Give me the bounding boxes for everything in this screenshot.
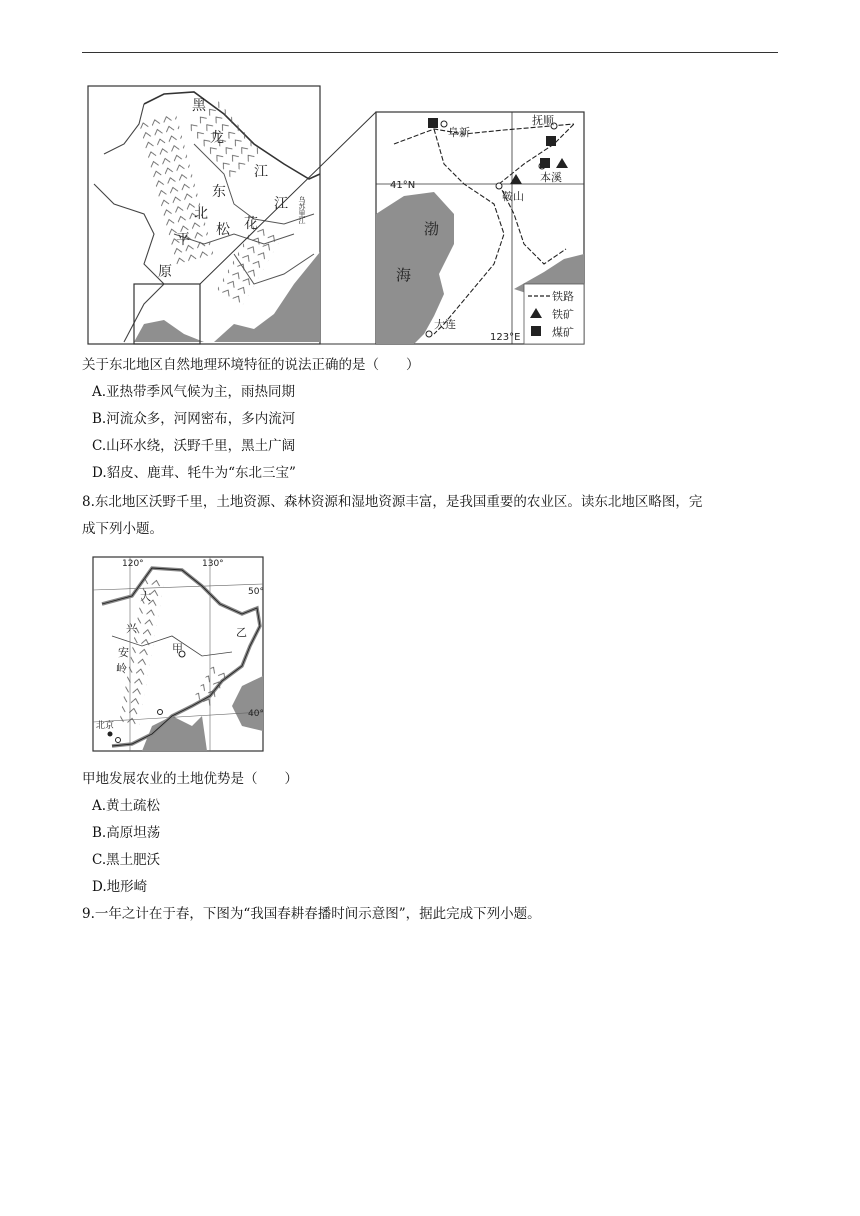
question-8-intro-line2: 成下列小题。 [82,521,163,537]
option-text: 黄土疏松 [106,798,161,814]
q8-option-c[interactable] [92,851,160,869]
city-label: 抚顺 [532,114,554,127]
option-letter: D. [92,879,107,895]
city-label: 本溪 [540,171,562,184]
map-label: 安 [118,646,129,659]
map-label: 东 [212,184,226,200]
longitude-label: 130° [202,559,224,569]
legend-label: 铁路 [552,290,574,303]
option-letter: B. [92,825,107,841]
map-label: 江 [274,196,288,212]
northeast-china-map-figure [84,84,588,348]
option-text: 地形崎 [106,879,148,895]
option-letter: C. [92,852,107,868]
option-letter: A. [92,798,107,814]
map-label: 松 [216,222,230,238]
map-label: 甲 [172,642,183,655]
option-letter: A. [92,384,107,400]
map-label: 黑 [192,98,206,114]
map-label: 花 [244,216,258,232]
option-text: 河流众多，河网密布，多内流河 [106,411,296,427]
option-text: 高原坦荡 [106,825,161,841]
city-label: 北京 [96,721,115,731]
map-label: 兴 [126,622,137,635]
map-label: 原 [158,264,172,280]
map-label: 大 [140,590,151,603]
option-letter: D. [92,465,107,481]
q7-option-d[interactable] [92,464,296,482]
map-label: 岭 [116,662,127,675]
latitude-label: 41°N [390,180,416,191]
option-text: 亚热带季风气候为主，雨热同期 [106,384,296,400]
map-label: 平 [176,232,190,248]
option-text: 山环水绕，沃野千里，黑土广阔 [106,438,296,454]
map-label: 乙 [236,626,247,639]
left-map [88,86,320,344]
q7-option-b[interactable] [92,410,295,428]
question-7-stem: 关于东北地区自然地理环境特征的说法正确的是（ ） [82,357,420,373]
city-label: 阜新 [448,126,470,139]
q8-option-b[interactable] [92,824,160,842]
option-letter: C. [92,438,107,454]
legend-label: 铁矿 [552,308,574,321]
option-text: 黑土肥沃 [106,852,161,868]
question-8-stem: 甲地发展农业的土地优势是（ ） [82,771,298,787]
longitude-label: 123°E [490,332,521,343]
map-label: 龙 [210,130,224,146]
city-label: 大连 [434,318,456,331]
question-8-intro-line1: 8.东北地区沃野千里，土地资源、森林资源和湿地资源丰富，是我国重要的农业区。读东北地区略图，完 [82,494,703,510]
city-label: 鞍山 [502,190,524,203]
northeast-sketch-map-figure [92,556,264,752]
sea-label: 渤 [424,220,440,238]
question-9-intro: 9.一年之计在于春，下图为“我国春耕春播时间示意图”，据此完成下列小题。 [82,906,541,922]
q8-option-d[interactable] [92,878,147,896]
map-label: 江 [254,164,268,180]
latitude-label: 50° [248,587,264,597]
header-rule [82,52,778,53]
map-label: 乌苏里江 [298,196,306,224]
longitude-label: 120° [122,559,144,569]
legend-label: 煤矿 [552,326,574,339]
latitude-label: 40° [248,709,264,719]
q8-option-a[interactable] [92,797,160,815]
q7-option-c[interactable] [92,437,295,455]
option-text: 貂皮、鹿茸、牦牛为“东北三宝” [106,465,296,481]
liaodong-inset-map [376,112,584,344]
sea-label: 海 [396,266,412,284]
map-label: 北 [194,206,208,222]
option-letter: B. [92,411,107,427]
q7-option-a[interactable] [92,383,295,401]
